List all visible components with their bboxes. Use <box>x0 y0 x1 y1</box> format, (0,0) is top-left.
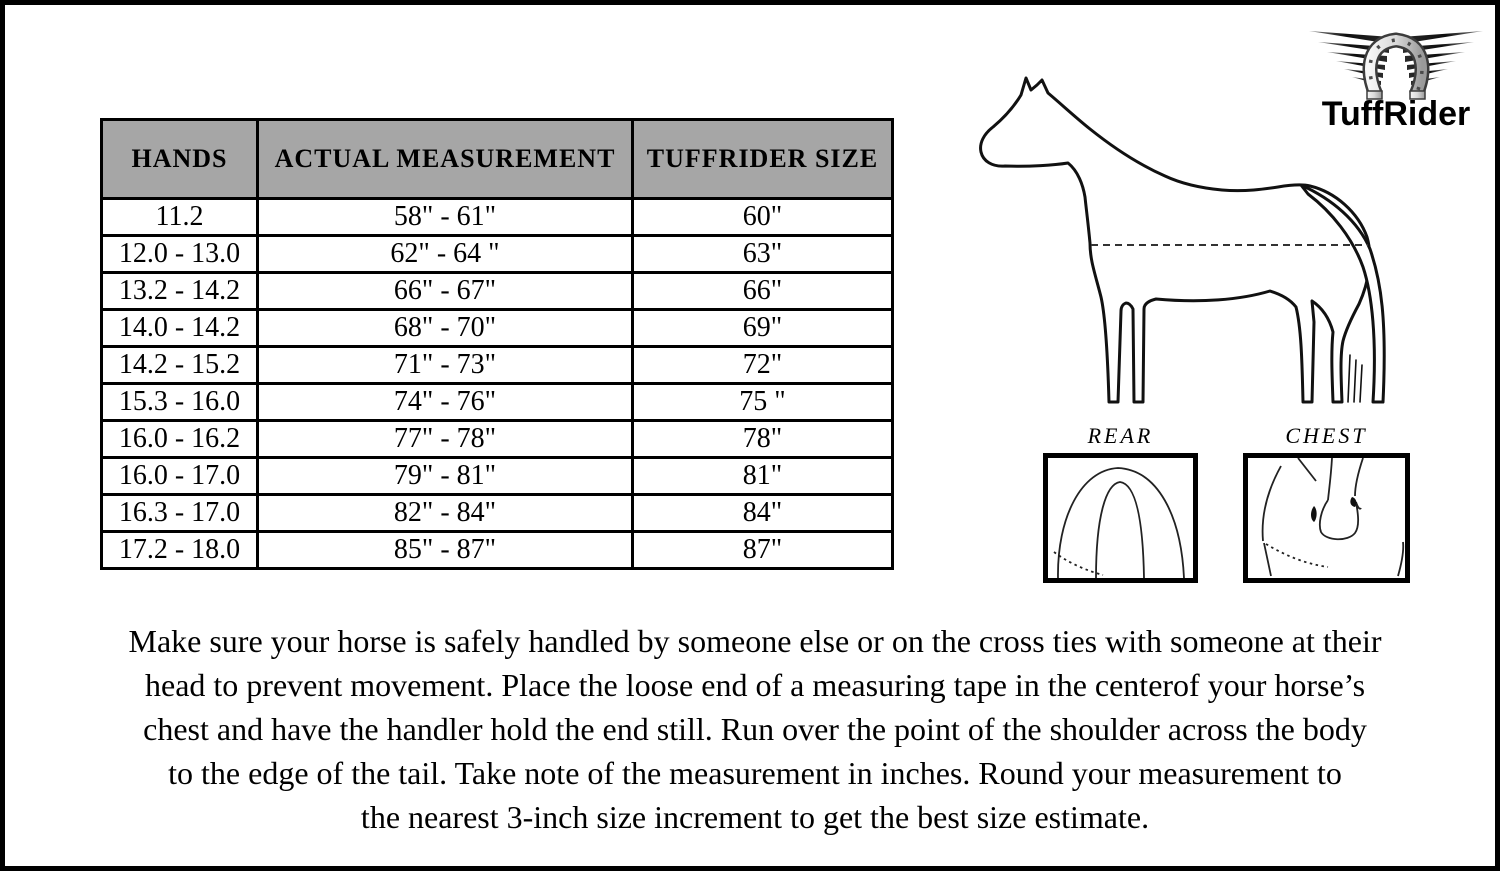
table-cell: 13.2 - 14.2 <box>102 273 258 310</box>
table-row <box>102 421 893 458</box>
table-cell: 81" <box>633 458 893 495</box>
table-cell: 63" <box>633 236 893 273</box>
table-row <box>102 347 893 384</box>
table-cell: 79" - 81" <box>258 458 633 495</box>
table-header-cell: HANDS <box>102 120 258 199</box>
table-cell: 58" - 61" <box>258 199 633 236</box>
instruction-line: to the edge of the tail. Take note of the measurement in inches. Round your measurement to <box>168 755 1342 791</box>
table-cell: 66" <box>633 273 893 310</box>
rear-diagram <box>1043 453 1198 583</box>
table-row <box>102 495 893 532</box>
horseshoe-wings-logo-icon <box>1301 19 1491 101</box>
table-row <box>102 273 893 310</box>
table-cell: 62" - 64 " <box>258 236 633 273</box>
table-cell: 12.0 - 13.0 <box>102 236 258 273</box>
brand-logo-text: TuffRider <box>1321 95 1471 133</box>
chest-diagram-label: CHEST <box>1285 423 1368 448</box>
table-header-cell: TUFFRIDER SIZE <box>633 120 893 199</box>
table-cell: 78" <box>633 421 893 458</box>
table-cell: 87" <box>633 532 893 569</box>
table-cell: 15.3 - 16.0 <box>102 384 258 421</box>
table-cell: 74" - 76" <box>258 384 633 421</box>
table-cell: 16.0 - 16.2 <box>102 421 258 458</box>
table-row <box>102 310 893 347</box>
table-cell: 77" - 78" <box>258 421 633 458</box>
instruction-line: the nearest 3-inch size increment to get the best size estimate. <box>360 799 1150 835</box>
table-cell: 69" <box>633 310 893 347</box>
size-table <box>100 118 894 570</box>
table-row <box>102 199 893 236</box>
table-cell: 14.0 - 14.2 <box>102 310 258 347</box>
instruction-line: head to prevent movement. Place the loose end of a measuring tape in the centerof your horse’s <box>144 667 1366 703</box>
instruction-line: Make sure your horse is safely handled by someone else or on the cross ties with someone at their <box>128 623 1382 659</box>
table-cell: 66" - 67" <box>258 273 633 310</box>
rear-diagram-label: REAR <box>1087 423 1154 448</box>
table-cell: 16.3 - 17.0 <box>102 495 258 532</box>
horse-chest-view-icon <box>1248 458 1405 578</box>
table-row <box>102 236 893 273</box>
instruction-line: chest and have the handler hold the end still. Run over the point of the shoulder across the body <box>143 711 1367 747</box>
horse-rear-view-icon <box>1048 458 1193 578</box>
table-header-cell: ACTUAL MEASUREMENT <box>258 120 633 199</box>
table-row <box>102 384 893 421</box>
table-cell: 85" - 87" <box>258 532 633 569</box>
table-cell: 84" <box>633 495 893 532</box>
table-row <box>102 532 893 569</box>
table-cell: 68" - 70" <box>258 310 633 347</box>
brand-logo <box>1301 19 1491 133</box>
table-cell: 82" - 84" <box>258 495 633 532</box>
table-cell: 71" - 73" <box>258 347 633 384</box>
table-cell: 17.2 - 18.0 <box>102 532 258 569</box>
table-cell: 60" <box>633 199 893 236</box>
table-cell: 16.0 - 17.0 <box>102 458 258 495</box>
table-cell: 72" <box>633 347 893 384</box>
measuring-instructions <box>25 619 1485 839</box>
chest-diagram <box>1243 453 1410 583</box>
size-table-body <box>102 199 893 569</box>
table-cell: 75 " <box>633 384 893 421</box>
table-row <box>102 458 893 495</box>
table-cell: 14.2 - 15.2 <box>102 347 258 384</box>
table-header-row <box>102 120 893 199</box>
table-cell: 11.2 <box>102 199 258 236</box>
